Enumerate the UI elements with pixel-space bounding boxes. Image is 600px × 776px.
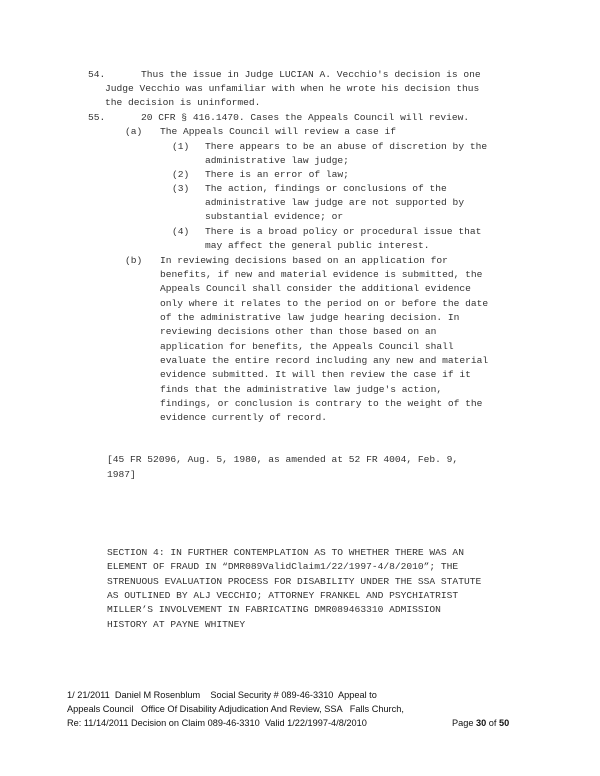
subsection-b-line-11: findings, or conclusion is contrary to the weight of the	[160, 398, 483, 409]
page-prefix: Page	[452, 718, 477, 728]
item-1-line-1: There appears to be an abuse of discretion by the	[205, 141, 488, 152]
subsection-b-line-10: finds that the administrative law judge's action,	[160, 384, 443, 395]
item-1-line-2: administrative law judge;	[205, 155, 349, 166]
subsection-b-line-8: evaluate the entire record including any new and material	[160, 355, 489, 366]
item-3-line-3: substantial evidence; or	[205, 211, 344, 222]
subsection-b-line-4: only where it relates to the period on or before the date	[160, 298, 489, 309]
item-2-line-1: There is an error of law;	[205, 169, 349, 180]
paragraph-55-number: 55.	[88, 112, 106, 123]
item-4-line-2: may affect the general public interest.	[205, 240, 430, 251]
paragraph-54-line-2: Judge Vecchio was unfamiliar with when he wrote his decision thus	[105, 83, 480, 94]
subsection-b-line-3: Appeals Council shall consider the additional evidence	[160, 283, 471, 294]
citation-line-2: 1987]	[107, 469, 136, 480]
footer-line-1: 1/ 21/2011 Daniel M Rosenblum Social Security # 089-46-3310 Appeal to	[67, 690, 377, 700]
item-3-number: (3)	[172, 183, 190, 194]
subsection-a-text: The Appeals Council will review a case if	[160, 126, 397, 137]
footer-line-2: Appeals Council Office Of Disability Adjudication And Review, SSA Falls Church,	[67, 704, 404, 714]
page-mid: of	[486, 718, 500, 728]
subsection-b-line-7: application for benefits, the Appeals Council shall	[160, 341, 454, 352]
footer-line-3: Re: 11/14/2011 Decision on Claim 089-46-3310 Valid 1/22/1997-4/8/2010	[67, 718, 367, 728]
paragraph-54-line-3: the decision is uninformed.	[105, 97, 261, 108]
citation-line-1: [45 FR 52096, Aug. 5, 1980, as amended at 52 FR 4004, Feb. 9,	[107, 454, 459, 465]
page-current: 30	[476, 718, 487, 728]
paragraph-55-heading: 20 CFR § 416.1470. Cases the Appeals Council will review.	[141, 112, 470, 123]
subsection-b-line-5: of the administrative law judge hearing decision. In	[160, 312, 460, 323]
subsection-b-line-1: In reviewing decisions based on an application for	[160, 255, 448, 266]
subsection-b-line-12: evidence currently of record.	[160, 412, 327, 423]
item-1-number: (1)	[172, 141, 190, 152]
section-4-line-4: AS OUTLINED BY ALJ VECCHIO; ATTORNEY FRANKEL AND PSYCHIATRIST	[107, 590, 459, 601]
paragraph-54-number: 54.	[88, 69, 106, 80]
subsection-b-line-9: evidence submitted. It will then review the case if it	[160, 369, 471, 380]
section-4-line-5: MILLER’S INVOLVEMENT IN FABRICATING DMR089463310 ADMISSION	[107, 604, 441, 615]
item-2-number: (2)	[172, 169, 190, 180]
item-3-line-1: The action, findings or conclusions of the	[205, 183, 447, 194]
page-number	[452, 716, 509, 731]
section-4-line-1: SECTION 4: IN FURTHER CONTEMPLATION AS TO WHETHER THERE WAS AN	[107, 547, 464, 558]
item-4-number: (4)	[172, 226, 190, 237]
item-3-line-2: administrative law judge are not supported by	[205, 197, 465, 208]
section-4-line-3: STRENUOUS EVALUATION PROCESS FOR DISABILITY UNDER THE SSA STATUTE	[107, 576, 482, 587]
paragraph-54-line-1: Thus the issue in Judge LUCIAN A. Vecchio's decision is one	[141, 69, 481, 80]
section-4-line-2: ELEMENT OF FRAUD IN “DMR089ValidClaim1/22/1997-4/8/2010”; THE	[107, 561, 459, 572]
subsection-b-line-2: benefits, if new and material evidence is submitted, the	[160, 269, 483, 280]
subsection-a-label: (a)	[125, 126, 143, 137]
section-4-line-6: HISTORY AT PAYNE WHITNEY	[107, 619, 246, 630]
page-total: 50	[499, 718, 510, 728]
subsection-b-label: (b)	[125, 255, 143, 266]
subsection-b-line-6: reviewing decisions other than those based on an	[160, 326, 437, 337]
item-4-line-1: There is a broad policy or procedural issue that	[205, 226, 482, 237]
